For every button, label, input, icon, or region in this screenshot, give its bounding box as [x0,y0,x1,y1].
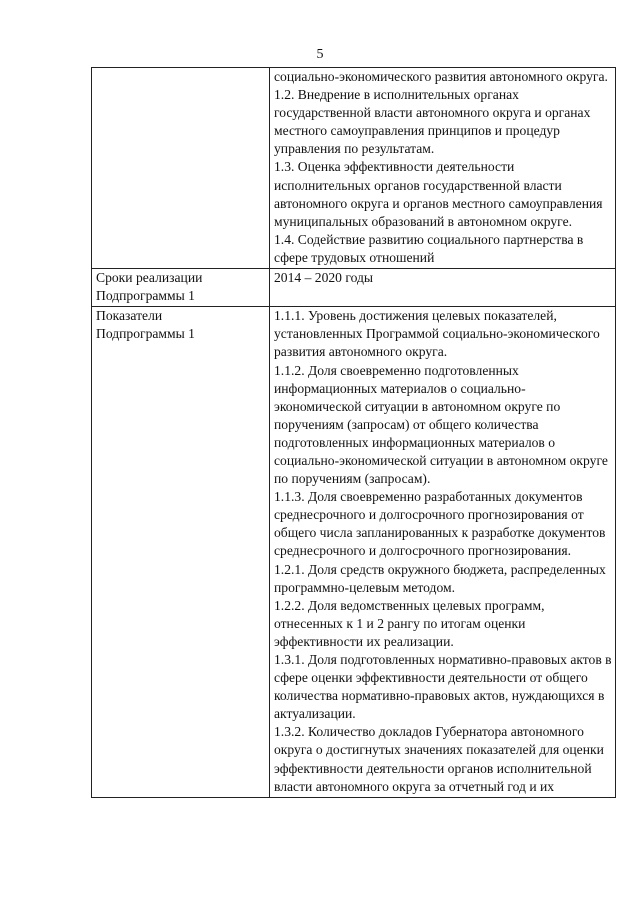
indicator-1-1-1-text: 1.1.1. Уровень достижения целевых показателей, установленных Программой социально-экономического развития автономного округа. [274,308,600,360]
row-content-cell [270,68,616,269]
row-label-cell [92,307,270,798]
indicator-1-2-1-text: 1.2.1. Доля средств окружного бюджета, распределенных программно-целевым методом. [274,561,606,595]
table-row [92,68,616,269]
indicator-1-2-2-text: 1.2.2. Доля ведомственных целевых программ, отнесенных к 1 и 2 рангу по итогам оценки эффективности их реализации. [274,597,545,649]
row-label-cell-empty [92,68,270,269]
row-label-line: Подпрограммы 1 [96,326,195,342]
row-label-line: Сроки реализации [96,270,203,286]
indicator-1-1-2-text: 1.1.2. Доля своевременно подготовленных информационных материалов о социально-экономической ситуации в автономном округе по поручениям (запросам) от общего количества подготовленных информационных материалов о социально-экономической ситуации в автономном округе по поручениям (запросам). [274,362,608,487]
table-row [92,307,616,798]
implementation-period-text: 2014 – 2020 годы [274,270,374,286]
goal-continuation-text: социально-экономического развития автономного округа. [274,69,608,84]
task-1-4-text: 1.4. Содействие развитию социального партнерства в сфере трудовых отношений [274,231,584,265]
row-label-cell [92,269,270,307]
task-1-2-text: 1.2. Внедрение в исполнительных органах государственной власти автономного округа и органах местного самоуправления принципов и процедур управления по результатам. [274,87,591,157]
row-content-cell [270,307,616,798]
indicator-1-3-1-text: 1.3.1. Доля подготовленных нормативно-правовых актов в сфере оценки эффективности деятельности от общего количества нормативно-правовых актов, нуждающихся в актуализации. [274,652,612,722]
indicator-1-3-2-text: 1.3.2. Количество докладов Губернатора автономного округа о достигнутых значениях показателей для оценки эффективности деятельности органов исполнительной власти автономного округа за отчетный год и их [274,724,604,794]
row-label-line: Подпрограммы 1 [96,288,195,304]
row-label-line: Показатели [96,308,163,324]
task-1-3-text: 1.3. Оценка эффективности деятельности исполнительных органов государственной власти автономного округа и органов местного самоуправления муниципальных образований в автономном округе. [274,159,603,229]
page-number: 5 [316,47,324,62]
table-row [92,269,616,307]
subprogram-passport-table [91,67,616,798]
row-content-cell [270,269,616,307]
indicator-1-1-3-text: 1.1.3. Доля своевременно разработанных документов среднесрочного и долгосрочного прогнозирования от общего числа запланированных к разработке документов среднесрочного и долгосрочного прогнозирования. [274,489,606,559]
